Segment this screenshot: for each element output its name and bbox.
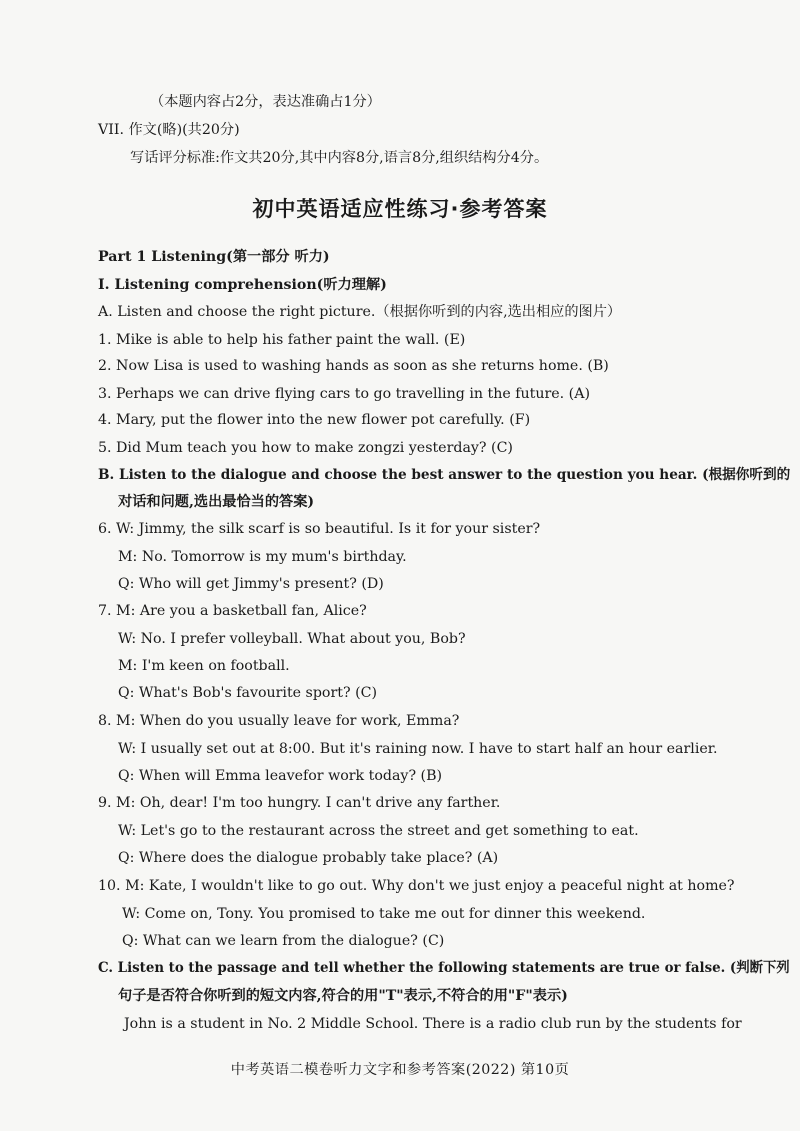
dialogue-question: Q: What's Bob's favourite sport? (C) [118,685,377,701]
sectionC-heading-1: C. Listen to the passage and tell whether the following statements are true or false. (判断下列 [98,960,790,976]
dialogue-question: Q: Where does the dialogue probably take place? (A) [118,850,499,866]
scoring-note: （本题内容占2分，表达准确占1分） [150,94,381,110]
dialogue-line: W: I usually set out at 8:00. But it's raining now. I have to start half an hour earlier. [118,741,718,757]
dialogue-line: M: No. Tomorrow is my mum's birthday. [118,549,407,565]
dialogue-line: W: Let's go to the restaurant across the street and get something to eat. [118,823,639,839]
dialogue-question: Q: What can we learn from the dialogue? (C) [122,933,445,949]
sectionA-heading: A. Listen and choose the right picture.（根据你听到的内容,选出相应的图片） [98,304,622,320]
list-item: 3. Perhaps we can drive flying cars to go travelling in the future. (A) [98,386,590,402]
list-item: 4. Mary, put the flower into the new flower pot carefully. (F) [98,412,531,428]
dialogue-line: W: No. I prefer volleyball. What about you, Bob? [118,631,466,647]
part1-heading: Part 1 Listening(第一部分 听力) [98,249,330,265]
sectionC-heading-2: 句子是否符合你听到的短文内容,符合的用"T"表示,不符合的用"F"表示) [118,988,568,1004]
dialogue-line: 10. M: Kate, I wouldn't like to go out. Why don't we just enjoy a peaceful night at home? [98,878,735,894]
dialogue-question: Q: Who will get Jimmy's present? (D) [118,576,384,592]
page-title: 初中英语适应性练习·参考答案 [252,197,548,221]
sectionB-heading-1: B. Listen to the dialogue and choose the best answer to the question you hear. (根据你听到的 [98,467,791,483]
list-item: 2. Now Lisa is used to washing hands as soon as she returns home. (B) [98,358,609,374]
dialogue-line: W: Come on, Tony. You promised to take me out for dinner this weekend. [122,906,646,922]
dialogue-question: Q: When will Emma leavefor work today? (B) [118,768,443,784]
section1-heading: I. Listening comprehension(听力理解) [98,277,387,293]
composition-heading: VII. 作文(略)(共20分) [98,122,240,138]
dialogue-line: 7. M: Are you a basketball fan, Alice? [98,603,367,619]
list-item: 1. Mike is able to help his father paint the wall. (E) [98,332,466,348]
dialogue-line: 8. M: When do you usually leave for work, Emma? [98,713,460,729]
page-footer: 中考英语二模卷听力文字和参考答案(2022) 第10页 [230,1062,570,1078]
passage-text: John is a student in No. 2 Middle School. There is a radio club run by the students for [124,1016,742,1032]
sectionB-heading-2: 对话和问题,选出最恰当的答案) [118,494,315,510]
composition-criteria: 写话评分标准:作文共20分,其中内容8分,语言8分,组织结构分4分。 [130,150,549,166]
list-item: 5. Did Mum teach you how to make zongzi yesterday? (C) [98,440,513,456]
dialogue-line: M: I'm keen on football. [118,658,290,674]
dialogue-line: 9. M: Oh, dear! I'm too hungry. I can't drive any farther. [98,795,501,811]
dialogue-line: 6. W: Jimmy, the silk scarf is so beautiful. Is it for your sister? [98,521,541,537]
